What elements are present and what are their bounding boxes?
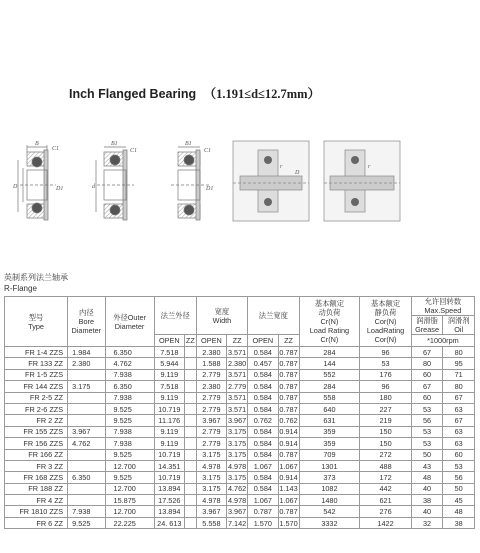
header-flange-open: OPEN (154, 335, 184, 347)
cell-type: FR 144 ZZS (5, 381, 68, 392)
cell-flo: 0.584 (248, 472, 278, 483)
cell-flo: 1.067 (248, 460, 278, 471)
cell-fz (185, 495, 197, 506)
cell-outer: 9.525 (105, 403, 154, 414)
cell-cr: 1301 (299, 460, 360, 471)
header-width-zz: ZZ (227, 335, 248, 347)
cell-flz: 0.787 (279, 370, 298, 380)
cell-outer: 7.938 (105, 369, 154, 380)
cell-flo: 0.584 (248, 426, 278, 437)
cell-fz (185, 403, 197, 414)
cell-grease: 60 (411, 369, 443, 380)
cell-type: FR 1-4 ZZS (5, 347, 68, 358)
cell-wo: 2.779 (196, 438, 226, 449)
header-dyn-load: 基本额定 动负荷 Cr(N) Load Rating Cr(N) (299, 297, 360, 347)
header-row-1 (5, 297, 475, 316)
cell-outer: 7.938 (105, 392, 154, 403)
cell-flz: 0.914 (279, 427, 298, 437)
table-body (5, 347, 475, 529)
table-row (5, 438, 475, 449)
cell-wo: 2.779 (196, 426, 226, 437)
diagram3-label-B1: B1 (185, 141, 192, 147)
cell-grease: 38 (411, 495, 443, 506)
header-type: 型号 Type (5, 297, 68, 347)
cell-wz: 2.779 (227, 381, 247, 391)
cell-oil: 80 (443, 381, 475, 392)
cell-cor: 488 (360, 460, 411, 471)
cell-wo: 2.779 (196, 392, 226, 403)
cell-fz (185, 358, 197, 369)
cell-fz (185, 506, 197, 517)
cell-grease: 53 (411, 403, 443, 414)
cell-cr: 284 (299, 381, 360, 392)
title-range: （1.191≤d≤12.7mm） (203, 87, 321, 101)
cell-fo: 11.176 (154, 415, 184, 426)
cell-grease: 53 (411, 438, 443, 449)
cell-fz (185, 472, 197, 483)
bearing-diagrams (0, 132, 480, 222)
cell-oil: 63 (443, 438, 475, 449)
diagram3-label-C1: C1 (204, 148, 212, 154)
cell-outer: 4.762 (105, 358, 154, 369)
cell-wz: 3.175 (227, 427, 247, 437)
cell-wo: 4.978 (196, 460, 226, 471)
cell-flo: 0.584 (248, 438, 278, 449)
cell-cr: 284 (299, 347, 360, 358)
cell-type: FR 1-5 ZZS (5, 369, 68, 380)
cell-type: FR 2-6 ZZS (5, 403, 68, 414)
cell-oil: 67 (443, 392, 475, 403)
cell-cor: 442 (360, 483, 411, 494)
diagram1-label-C1: C1 (52, 146, 60, 152)
cell-oil: 60 (443, 449, 475, 460)
cell-flo: 0.584 (248, 403, 278, 414)
cell-fo: 9.119 (154, 426, 184, 437)
cell-flz: 0.914 (279, 438, 298, 448)
cell-flz: 0.787 (279, 450, 298, 460)
cell-type: FR 6 ZZ (5, 517, 68, 528)
cell-bore: 9.525 (68, 517, 105, 528)
cell-flz: 0.787 (279, 404, 298, 414)
cell-fz (185, 449, 197, 460)
cell-bore (68, 460, 105, 471)
diagram3-label-D1: D1 (206, 186, 214, 192)
cell-cor: 1422 (360, 517, 411, 528)
cell-cr: 359 (299, 438, 360, 449)
header-width-open: OPEN (196, 335, 226, 347)
cell-fo: 9.119 (154, 369, 184, 380)
cell-flo: 0.584 (248, 381, 278, 392)
cell-fz (185, 426, 197, 437)
cell-outer: 9.525 (105, 415, 154, 426)
cell-fz (185, 381, 197, 392)
cell-bore (68, 392, 105, 403)
cell-fz (185, 392, 197, 403)
cell-wz: 3.967 (227, 416, 247, 426)
cell-cor: 96 (360, 347, 411, 358)
cell-oil: 80 (443, 347, 475, 358)
cell-bore: 1.984 (68, 347, 105, 358)
cell-oil: 63 (443, 403, 475, 414)
cell-flo: 0.584 (248, 392, 278, 403)
cell-cr: 558 (299, 392, 360, 403)
cell-grease: 80 (411, 358, 443, 369)
cell-wo: 3.967 (196, 415, 226, 426)
cell-outer: 15.875 (105, 495, 154, 506)
cell-grease: 32 (411, 517, 443, 528)
cell-cr: 1082 (299, 483, 360, 494)
table-row (5, 483, 475, 494)
cell-cor: 53 (360, 358, 411, 369)
cell-wo: 3.175 (196, 449, 226, 460)
header-bore: 内径 Bore Diameter (68, 297, 105, 347)
cell-bore (68, 369, 105, 380)
cell-flo: 0.762 (248, 415, 278, 426)
cell-fz (185, 415, 197, 426)
cell-cor: 227 (360, 403, 411, 414)
cell-fo: 9.119 (154, 438, 184, 449)
cell-flz: 0.787 (279, 359, 298, 369)
cell-cr: 552 (299, 369, 360, 380)
table-row (5, 392, 475, 403)
cell-wz: 4.762 (227, 484, 247, 494)
cell-wz: 3.175 (227, 438, 247, 448)
diagram4-label-r: r (280, 164, 283, 170)
header-static-load: 基本额定 静负荷 Cor(N) LoadRating Cor(N) (360, 297, 411, 347)
cell-outer: 9.525 (105, 472, 154, 483)
cell-bore (68, 449, 105, 460)
diagram4-label-D: D (295, 170, 300, 176)
cell-outer: 7.938 (105, 438, 154, 449)
cell-grease: 50 (411, 449, 443, 460)
cell-grease: 67 (411, 347, 443, 358)
cell-wo: 2.380 (196, 381, 226, 392)
header-outer: 外径Outer Diameter (105, 297, 154, 347)
cell-bore (68, 415, 105, 426)
table-row (5, 517, 475, 528)
cell-outer: 12.700 (105, 506, 154, 517)
diagram-mounting-example-1 (233, 141, 309, 221)
cell-fo: 7.518 (154, 381, 184, 392)
cell-type: FR 2 ZZ (5, 415, 68, 426)
page-title (69, 84, 320, 102)
cell-fz (185, 483, 197, 494)
cell-cor: 150 (360, 426, 411, 437)
header-width: 宽度 Width (196, 297, 247, 335)
table-row (5, 415, 475, 426)
cell-fz (185, 460, 197, 471)
diagram-sealed-bearing (171, 147, 210, 220)
cell-fo: 17.526 (154, 495, 184, 506)
cell-fo: 10.719 (154, 403, 184, 414)
diagram5-label-r: r (368, 164, 371, 170)
cell-grease: 40 (411, 483, 443, 494)
table-row (5, 426, 475, 437)
cell-type: FR 168 ZZS (5, 472, 68, 483)
cell-flo: 1.570 (248, 517, 278, 528)
cell-cor: 276 (360, 506, 411, 517)
cell-wo: 5.558 (196, 517, 226, 528)
cell-type: FR 166 ZZ (5, 449, 68, 460)
diagram1-label-D1: D1 (56, 186, 64, 192)
table-row (5, 506, 475, 517)
cell-cr: 144 (299, 358, 360, 369)
diagram1-label-D: D (13, 184, 18, 190)
cell-cor: 219 (360, 415, 411, 426)
cell-bore (68, 483, 105, 494)
cell-wo: 3.967 (196, 506, 226, 517)
cell-flo: 0.584 (248, 369, 278, 380)
cell-wz: 4.978 (227, 495, 247, 505)
cell-bore: 2.380 (68, 358, 105, 369)
cell-cr: 631 (299, 415, 360, 426)
subtitle-english: R-Flange (4, 284, 37, 293)
table-row (5, 381, 475, 392)
cell-fo: 13.894 (154, 483, 184, 494)
cell-bore (68, 403, 105, 414)
cell-flo: 0.787 (248, 506, 278, 517)
cell-bore: 4.762 (68, 438, 105, 449)
cell-grease: 67 (411, 381, 443, 392)
cell-cr: 640 (299, 403, 360, 414)
cell-bore (68, 495, 105, 506)
cell-type: FR 3 ZZ (5, 460, 68, 471)
cell-oil: 95 (443, 358, 475, 369)
cell-type: FR 156 ZZS (5, 438, 68, 449)
cell-flz: 1.143 (279, 484, 298, 494)
diagram-shielded-bearing (96, 147, 134, 220)
cell-outer: 7.938 (105, 426, 154, 437)
header-flw-zz: ZZ (278, 335, 299, 347)
cell-outer: 12.700 (105, 460, 154, 471)
cell-grease: 48 (411, 472, 443, 483)
header-flw-open: OPEN (248, 335, 278, 347)
cell-fo: 9.119 (154, 392, 184, 403)
cell-flo: 1.067 (248, 495, 278, 506)
table-row (5, 347, 475, 358)
cell-fz (185, 438, 197, 449)
cell-cor: 272 (360, 449, 411, 460)
cell-oil: 50 (443, 483, 475, 494)
cell-fo: 14.351 (154, 460, 184, 471)
cell-fo: 10.719 (154, 449, 184, 460)
cell-fo: 7.518 (154, 347, 184, 358)
cell-wo: 4.978 (196, 495, 226, 506)
cell-fo: 13.894 (154, 506, 184, 517)
cell-type: FR 1810 ZZS (5, 506, 68, 517)
cell-wz: 3.175 (227, 472, 247, 482)
cell-wo: 2.779 (196, 403, 226, 414)
cell-bore: 3.967 (68, 426, 105, 437)
header-grease: 润滑脂 Grease (411, 316, 443, 335)
diagram2-label-d: d (92, 184, 95, 190)
cell-flo: 0.584 (248, 347, 278, 358)
cell-grease: 40 (411, 506, 443, 517)
cell-wz: 3.571 (227, 347, 247, 357)
cell-wz: 7.142 (227, 518, 247, 528)
cell-cr: 373 (299, 472, 360, 483)
header-flange-od: 法兰外径 (154, 297, 196, 335)
cell-type: FR 4 ZZ (5, 495, 68, 506)
cell-type: FR 155 ZZS (5, 426, 68, 437)
cell-bore: 7.938 (68, 506, 105, 517)
cell-flz: 1.067 (279, 461, 298, 471)
cell-wo: 3.175 (196, 483, 226, 494)
cell-wz: 3.571 (227, 404, 247, 414)
cell-cr: 542 (299, 506, 360, 517)
table-row (5, 449, 475, 460)
cell-fo: 24. 613 (154, 517, 184, 528)
cell-bore: 6.350 (68, 472, 105, 483)
cell-outer: 22.225 (105, 517, 154, 528)
cell-wz: 3.967 (227, 507, 247, 517)
cell-oil: 53 (443, 460, 475, 471)
cell-cr: 709 (299, 449, 360, 460)
diagram2-label-C1: C1 (130, 148, 138, 154)
cell-cor: 96 (360, 381, 411, 392)
cell-flz: 0.762 (279, 416, 298, 426)
cell-flz: 1.570 (279, 518, 298, 528)
table-row (5, 495, 475, 506)
cell-flz: 0.787 (279, 381, 298, 391)
cell-oil: 71 (443, 369, 475, 380)
diagram-open-bearing (18, 145, 56, 220)
header-max-speed: 允许回转数 Max.Speed (411, 297, 474, 316)
cell-oil: 45 (443, 495, 475, 506)
cell-flo: 0.457 (248, 358, 278, 369)
bearing-spec-table (4, 296, 475, 529)
cell-flz: 0.787 (279, 507, 298, 517)
cell-outer: 12.700 (105, 483, 154, 494)
diagram-mounting-example-2 (324, 141, 400, 221)
cell-type: FR 2-5 ZZ (5, 392, 68, 403)
cell-fo: 5.944 (154, 358, 184, 369)
diagram1-label-B: B (35, 141, 39, 147)
cell-type: FR 133 ZZ (5, 358, 68, 369)
cell-flo: 0.584 (248, 449, 278, 460)
cell-grease: 43 (411, 460, 443, 471)
cell-cor: 176 (360, 369, 411, 380)
title-text: Inch Flanged Bearing (69, 87, 197, 101)
cell-flo: 0.584 (248, 483, 278, 494)
table-row (5, 369, 475, 380)
table-row (5, 358, 475, 369)
cell-wz: 3.571 (227, 370, 247, 380)
cell-outer: 6.350 (105, 347, 154, 358)
cell-outer: 6.350 (105, 381, 154, 392)
cell-wz: 2.380 (227, 359, 247, 369)
cell-flz: 0.787 (279, 393, 298, 403)
cell-cr: 3332 (299, 517, 360, 528)
cell-outer: 9.525 (105, 449, 154, 460)
cell-wz: 4.978 (227, 461, 247, 471)
cell-grease: 60 (411, 392, 443, 403)
cell-flz: 1.067 (279, 495, 298, 505)
cell-fz (185, 517, 197, 528)
table-row (5, 403, 475, 414)
cell-grease: 56 (411, 415, 443, 426)
cell-type: FR 188 ZZ (5, 483, 68, 494)
cell-wo: 1.588 (196, 358, 226, 369)
cell-flz: 0.787 (279, 347, 298, 357)
cell-cor: 621 (360, 495, 411, 506)
cell-cr: 1480 (299, 495, 360, 506)
subtitle-chinese: 英制系列法兰轴承 (4, 273, 68, 282)
cell-oil: 38 (443, 517, 475, 528)
cell-oil: 48 (443, 506, 475, 517)
cell-oil: 67 (443, 415, 475, 426)
cell-cor: 150 (360, 438, 411, 449)
header-flange-width: 法兰宽度 (248, 297, 299, 335)
cell-oil: 63 (443, 426, 475, 437)
cell-cr: 359 (299, 426, 360, 437)
cell-wo: 3.175 (196, 472, 226, 483)
cell-fo: 10.719 (154, 472, 184, 483)
table-row (5, 460, 475, 471)
cell-oil: 56 (443, 472, 475, 483)
cell-bore: 3.175 (68, 381, 105, 392)
header-oil: 润滑剂 Oil (443, 316, 475, 335)
cell-wz: 3.175 (227, 450, 247, 460)
cell-cor: 180 (360, 392, 411, 403)
cell-wz: 3.571 (227, 393, 247, 403)
header-flange-zz: ZZ (185, 336, 195, 345)
cell-fz (185, 369, 197, 380)
diagram2-label-B1: B1 (111, 141, 118, 147)
header-rpm-unit: *1000rpm (411, 335, 474, 347)
cell-flz: 0.914 (279, 472, 298, 482)
cell-fz (185, 347, 197, 358)
table-row (5, 472, 475, 483)
cell-cor: 172 (360, 472, 411, 483)
cell-grease: 53 (411, 426, 443, 437)
cell-wo: 2.380 (196, 347, 226, 358)
cell-wo: 2.779 (196, 369, 226, 380)
